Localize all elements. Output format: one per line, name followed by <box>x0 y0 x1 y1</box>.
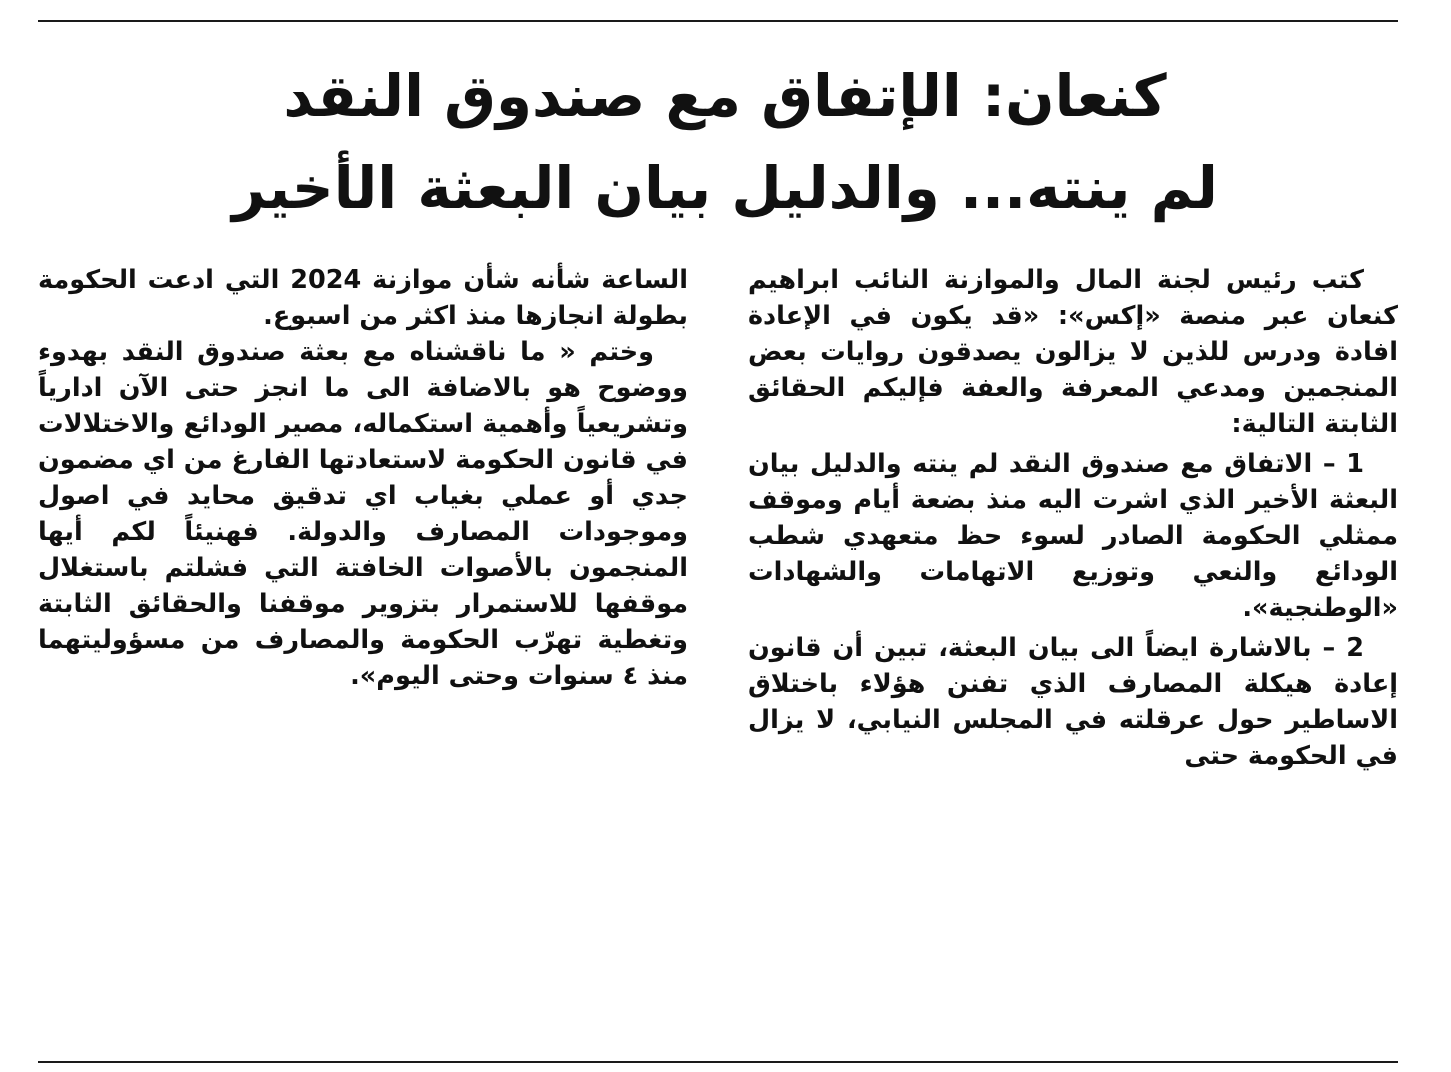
article-body <box>38 262 1398 1032</box>
article-paragraph: 2 – بالاشارة ايضاً الى بيان البعثة، تبين أن قانون إعادة هيكلة المصارف الذي تفنن هؤلاء باختلاق الاساطير حول عرقلته في المجلس النيابي، لا يزال في الحكومة حتى <box>748 633 1398 771</box>
article-column-left <box>38 262 688 694</box>
top-divider <box>38 20 1398 22</box>
bottom-divider <box>38 1061 1398 1063</box>
article-paragraph: كتب رئيس لجنة المال والموازنة النائب ابراهيم كنعان عبر منصة «إكس»: «قد يكون في الإعادة افادة ودرس للذين لا يزالون يصدقون روايات بعض المنجمين ومدعي المعرفة والعفة فإليكم الحقائق الثابتة التالية: <box>748 265 1398 439</box>
article-column-right <box>748 262 1398 774</box>
article-paragraph: 1 – الاتفاق مع صندوق النقد لم ينته والدليل بيان البعثة الأخير الذي اشرت اليه منذ بضعة أيام وموقف ممثلي الحكومة الصادر لسوء حظ متعهدي شطب الودائع والنعي وتوزيع الاتهامات والشهادات «الوطنجية». <box>748 449 1398 623</box>
headline-line-2: لم ينته... والدليل بيان البعثة الأخير <box>232 154 1218 222</box>
headline-line-1: كنعان: الإتفاق مع صندوق النقد <box>283 62 1167 130</box>
headline <box>90 50 1360 234</box>
article-paragraph: الساعة شأنه شأن موازنة 2024 التي ادعت الحكومة بطولة انجازها منذ اكثر من اسبوع. <box>38 265 688 331</box>
article-paragraph: وختم « ما ناقشناه مع بعثة صندوق النقد بهدوء ووضوح هو بالاضافة الى ما انجز حتى الآن ادارياً وتشريعياً وأهمية استكماله، مصير الودائع والاختلالات في قانون الحكومة لاستعادتها الفارغ من اي مضمون جدي أو عملي بغياب اي تدقيق محايد في اصول وموجودات المصارف والدولة. فهنيئاً لكم أيها المنجمون بالأصوات الخافتة التي فشلتم باستغلال موقفها للاستمرار بتزوير موقفنا والحقائق الثابتة وتغطية تهرّب الحكومة والمصارف من مسؤوليتهما منذ ٤ سنوات وحتى اليوم». <box>38 337 688 691</box>
